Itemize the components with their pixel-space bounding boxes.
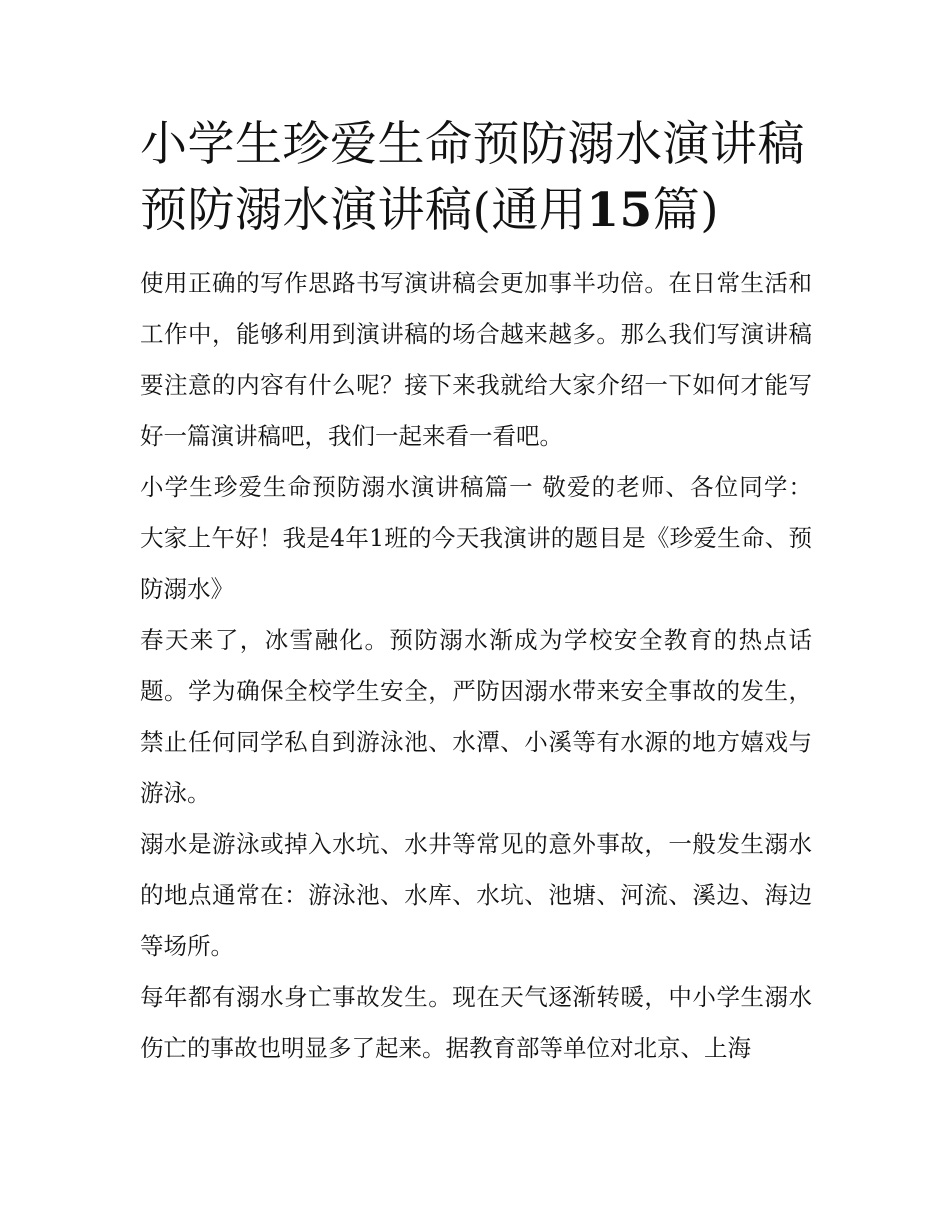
title-suffix: 篇) bbox=[652, 183, 720, 238]
paragraph-intro: 使用正确的写作思路书写演讲稿会更加事半功倍。在日常生活和工作中，能够利用到演讲稿的场合越来越多。那么我们写演讲稿要注意的内容有什么呢？接下来我就给大家介绍一下如何才能写好一篇演讲稿吧，我们一起来看一看吧。 bbox=[140, 269, 812, 450]
paragraph-greeting: 小学生珍爱生命预防溺水演讲稿篇一 敬爱的老师、各位同学： 大家上午好！我是4年1班的今天我演讲的题目是《珍爱生命、预防溺水》 bbox=[140, 473, 812, 603]
paragraph-spring: 春天来了，冰雪融化。预防溺水渐成为学校安全教育的热点话题。学为确保全校学生安全，严防因溺水带来安全事故的发生，禁止任何同学私自到游泳池、水潭、小溪等有水源的地方嬉戏与游泳。 bbox=[140, 626, 812, 807]
document-title bbox=[140, 112, 812, 244]
paragraph-drowning-places: 溺水是游泳或掉入水坑、水井等常见的意外事故，一般发生溺水的地点通常在：游泳池、水库、水坑、池塘、河流、溪边、海边等场所。 bbox=[140, 830, 812, 960]
title-number: 15 bbox=[586, 183, 653, 238]
title-text: 小学生珍爱生命预防溺水演讲稿 预防溺水演讲稿(通用 bbox=[140, 117, 805, 238]
paragraph-statistics: 每年都有溺水身亡事故发生。现在天气逐渐转暖，中小学生溺水伤亡的事故也明显多了起来。据教育部等单位对北京、上海 bbox=[140, 983, 812, 1062]
document-page bbox=[140, 112, 812, 1074]
